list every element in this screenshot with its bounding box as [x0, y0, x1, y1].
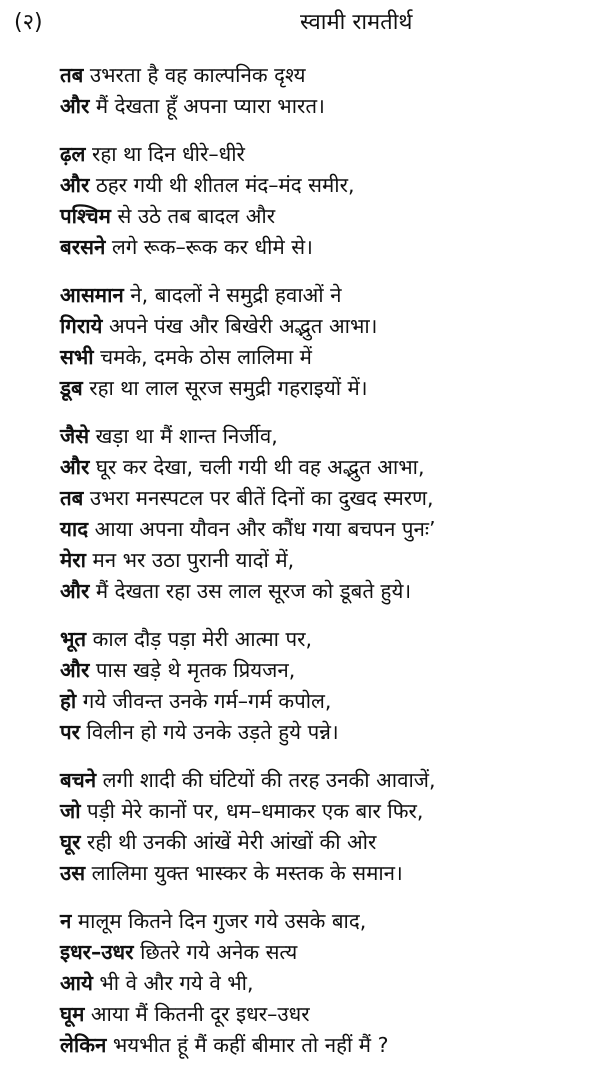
line-lead-word: जो [60, 799, 81, 823]
line-lead-word: और [60, 455, 90, 479]
line-text: पड़ी मेरे कानों पर, धम–धमाकर एक बार फिर, [80, 799, 424, 823]
line-text: भी वे और गये वे भी, [92, 971, 254, 995]
line-text: उभरता है वह काल्पनिक दृश्य [83, 63, 306, 87]
poem-line [60, 421, 590, 452]
poem-line [60, 686, 590, 717]
line-lead-word: पर [60, 720, 81, 744]
line-text: छितरे गये अनेक सत्य [133, 940, 298, 964]
line-text: ठहर गयी थी शीतल मंद–मंद समीर, [89, 173, 355, 197]
line-lead-word: इधर–उधर [60, 940, 134, 964]
page-header [0, 6, 600, 38]
line-lead-word: घूम [60, 1002, 85, 1026]
poem-stanza [60, 60, 590, 122]
line-lead-word: जैसे [60, 424, 90, 448]
line-text: विलीन हो गये उनके उड़ते हुये पन्ने। [80, 720, 339, 744]
poem-line [60, 139, 590, 170]
line-text: पास खड़े थे मृतक प्रियजन, [89, 658, 296, 682]
poem-line [60, 576, 590, 607]
poem-stanza [60, 624, 590, 748]
line-text: चमके, दमके ठोस लालिमा में [93, 345, 312, 369]
line-text: गये जीवन्त उनके गर्म–गर्म कपोल, [76, 689, 332, 713]
poem-line [60, 311, 590, 342]
poem-stanza [60, 906, 590, 1061]
line-text: रहा था लाल सूरज समुद्री गहराइयों में। [82, 376, 368, 400]
page-number: (२) [14, 10, 43, 35]
line-text: से उठे तब बादल और [110, 204, 276, 228]
line-lead-word: डूब [60, 376, 83, 400]
line-text: घूर कर देखा, चली गयी थी वह अद्भुत आभा, [89, 455, 425, 479]
poem-line [60, 624, 590, 655]
poem-line [60, 201, 590, 232]
poem-line [60, 91, 590, 122]
poem-stanza [60, 421, 590, 607]
line-lead-word: और [60, 658, 90, 682]
line-text: रहा था दिन धीरे–धीरे [85, 142, 245, 166]
poem-line [60, 858, 590, 889]
poem-line [60, 827, 590, 858]
line-text: आया मैं कितनी दूर इधर–उधर [84, 1002, 310, 1026]
line-lead-word: घूर [60, 830, 81, 854]
line-lead-word: तब [60, 486, 84, 510]
poem-line [60, 170, 590, 201]
poem-line [60, 342, 590, 373]
poem-stanza [60, 765, 590, 889]
line-lead-word: मेरा [60, 548, 86, 572]
poem-line [60, 483, 590, 514]
line-lead-word: और [60, 173, 90, 197]
line-text: मैं देखता हूँ अपना प्यारा भारत। [89, 94, 325, 118]
line-text: आया अपना यौवन और कौंध गया बचपन पुनः’ [88, 517, 436, 541]
poem-line [60, 906, 590, 937]
poem-line [60, 717, 590, 748]
poem-stanza [60, 139, 590, 263]
line-text: ने, बादलों ने समुद्री हवाओं ने [123, 283, 342, 307]
line-lead-word: गिराये [60, 314, 103, 338]
poem-line [60, 280, 590, 311]
line-lead-word: न [60, 909, 72, 933]
line-text: मालूम कितने दिन गुजर गये उसके बाद, [71, 909, 367, 933]
poem-stanza [60, 280, 590, 404]
line-text: खड़ा था मैं शान्त निर्जीव, [89, 424, 278, 448]
poem-line [60, 60, 590, 91]
line-text: लालिमा युक्त भास्कर के मस्तक के समान। [85, 861, 403, 885]
line-lead-word: और [60, 579, 90, 603]
line-lead-word: आसमान [60, 283, 124, 307]
line-text: मन भर उठा पुरानी यादों में, [85, 548, 295, 572]
poem-line [60, 1030, 590, 1061]
line-lead-word: भूत [60, 627, 87, 651]
line-text: भयभीत हूं मैं कहीं बीमार तो नहीं मैं ? [106, 1033, 389, 1057]
line-text: रही थी उनकी आंखें मेरी आंखों की ओर [80, 830, 377, 854]
line-text: अपने पंख और बिखेरी अद्भुत आभा। [102, 314, 378, 338]
poem-line [60, 545, 590, 576]
line-lead-word: हो [60, 689, 77, 713]
poem-line [60, 452, 590, 483]
poem-line [60, 373, 590, 404]
poem-line [60, 796, 590, 827]
line-lead-word: बरसने [60, 235, 106, 259]
line-text: मैं देखता रहा उस लाल सूरज को डूबते हुये। [89, 579, 412, 603]
poem-line [60, 999, 590, 1030]
line-lead-word: आये [60, 971, 93, 995]
line-lead-word: याद [60, 517, 89, 541]
line-lead-word: पश्चिम [60, 204, 111, 228]
poem-line [60, 232, 590, 263]
line-text: उभरा मनस्पटल पर बीतें दिनों का दुखद स्मरण, [83, 486, 434, 510]
running-title: स्वामी रामतीर्थ [300, 10, 413, 35]
line-lead-word: उस [60, 861, 86, 885]
line-lead-word: ढ़ल [60, 142, 86, 166]
line-lead-word: तब [60, 63, 84, 87]
poem-line [60, 655, 590, 686]
poem-line [60, 968, 590, 999]
line-lead-word: सभी [60, 345, 94, 369]
poem-line [60, 937, 590, 968]
poem-line [60, 514, 590, 545]
line-lead-word: बचने [60, 768, 97, 792]
poem-body [60, 60, 590, 1078]
line-text: लगी शादी की घंटियों की तरह उनकी आवाजें, [96, 768, 436, 792]
poem-line [60, 765, 590, 796]
line-text: काल दौड़ पड़ा मेरी आत्मा पर, [86, 627, 313, 651]
line-text: लगे रूक–रूक कर धीमे से। [105, 235, 313, 259]
line-lead-word: और [60, 94, 90, 118]
line-lead-word: लेकिन [60, 1033, 107, 1057]
